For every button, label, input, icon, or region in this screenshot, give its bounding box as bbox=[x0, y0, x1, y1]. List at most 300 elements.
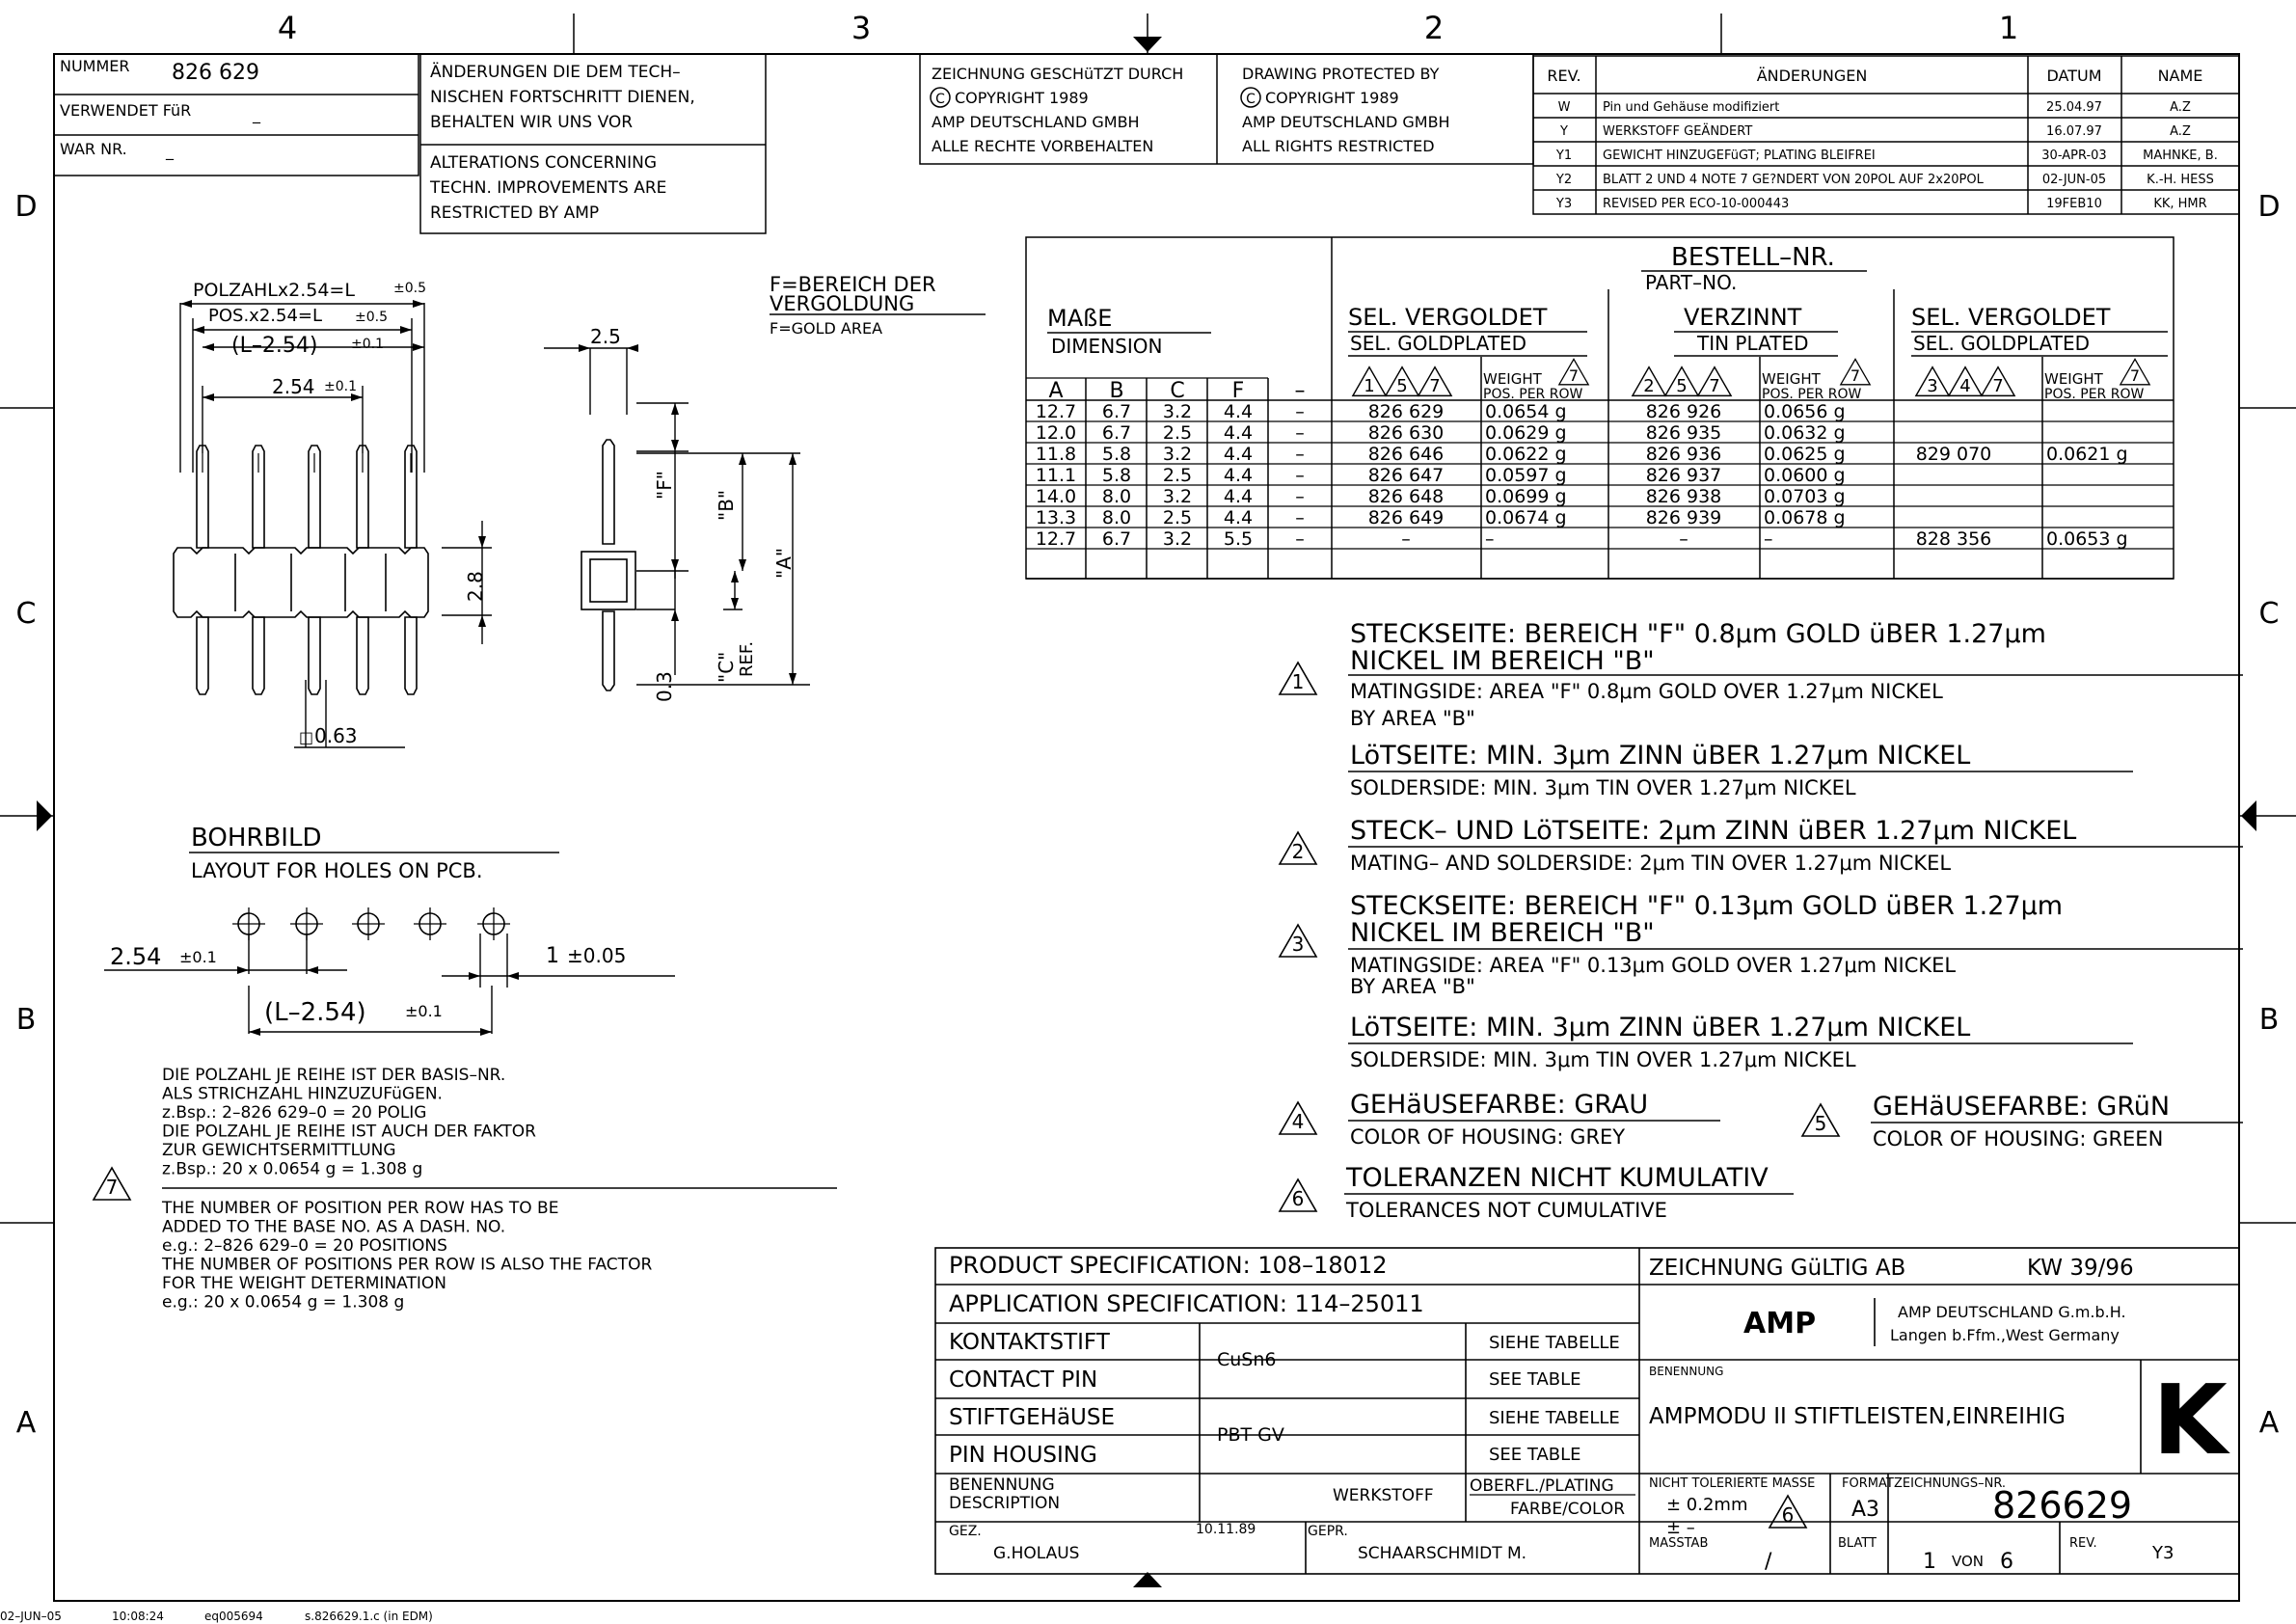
von-label: VON bbox=[1952, 1553, 1985, 1570]
front-pin bbox=[405, 446, 417, 694]
parts-cell: 12.7 bbox=[1035, 401, 1077, 422]
zone-row-A-left: A bbox=[15, 1406, 37, 1440]
gold-area-label-2: VERGOLDUNG bbox=[770, 292, 915, 315]
prot-en-4: ALL RIGHTS RESTRICTED bbox=[1242, 137, 1435, 155]
parts-cell: 4.4 bbox=[1223, 422, 1254, 444]
format-label: FORMAT bbox=[1842, 1476, 1894, 1491]
nicht-tol-label: NICHT TOLERIERTE MASSE bbox=[1649, 1476, 1816, 1491]
note2-en: MATING– AND SOLDERSIDE: 2μm TIN OVER 1.27μm NICKEL bbox=[1350, 852, 1952, 875]
parts-rows bbox=[1026, 401, 2174, 550]
rev-cell-name: MAHNKE, B. bbox=[2143, 149, 2218, 163]
farbe-label: FARBE/COLOR bbox=[1510, 1500, 1626, 1519]
left-note-marker: 7 bbox=[105, 1176, 119, 1199]
zone-row-B-right: B bbox=[2258, 1003, 2280, 1037]
rev-cell-change: GEWICHT HINZUGEFüGT; PLATING BLEIFREI bbox=[1603, 149, 1876, 163]
bohr-pitch-tol: ±0.1 bbox=[179, 948, 217, 966]
note3-marker: 3 bbox=[1291, 933, 1305, 956]
parts-cell: 4.4 bbox=[1223, 401, 1254, 422]
zone-row-B-left: B bbox=[15, 1003, 37, 1037]
group3-subtitle: SEL. GOLDPLATED bbox=[1913, 332, 2091, 355]
group2-title: VERZINNT bbox=[1684, 304, 1802, 331]
bohrbild-title: BOHRBILD bbox=[191, 824, 322, 853]
left-notes bbox=[94, 1066, 837, 1313]
svg-text:2: 2 bbox=[1643, 376, 1655, 396]
group2-markers bbox=[1633, 367, 1731, 396]
svg-text:4: 4 bbox=[1959, 376, 1971, 396]
note3-en-3: SOLDERSIDE: MIN. 3μm TIN OVER 1.27μm NICKEL bbox=[1350, 1048, 1856, 1071]
dim-2-8-label: 2.8 bbox=[464, 571, 487, 602]
svg-text:5: 5 bbox=[1676, 376, 1688, 396]
zone-col-2: 2 bbox=[1423, 10, 1445, 46]
bohrbild-section bbox=[104, 824, 675, 1036]
parts-cell: 826 926 bbox=[1645, 401, 1722, 422]
pitch-label: 2.54 bbox=[272, 375, 315, 398]
oberfl-label: OBERFL./PLATING bbox=[1470, 1476, 1614, 1496]
rev-cell-change: WERKSTOFF GEÄNDERT bbox=[1603, 124, 1753, 139]
prot-de-3: AMP DEUTSCHLAND GMBH bbox=[932, 113, 1140, 131]
note5-en: COLOR OF HOUSING: GREEN bbox=[1873, 1127, 2164, 1150]
note4-en: COLOR OF HOUSING: GREY bbox=[1350, 1125, 1626, 1149]
gez-value: G.HOLAUS bbox=[993, 1544, 1080, 1563]
polzahl-label: POLZAHLx2.54=L bbox=[193, 280, 355, 301]
svg-text:3: 3 bbox=[1927, 376, 1938, 396]
note-en-line: e.g.: 2–826 629–0 = 20 POSITIONS bbox=[162, 1236, 447, 1256]
note1-en-1: MATINGSIDE: AREA "F" 0.8μm GOLD OVER 1.27μm NICKEL bbox=[1350, 680, 1943, 703]
gold-area-label-1: F=BEREICH DER bbox=[770, 273, 936, 296]
see-table-1: SEE TABLE bbox=[1489, 1369, 1581, 1390]
parts-cell: 0.0674 g bbox=[1485, 507, 1567, 528]
parts-cell: – bbox=[1295, 401, 1305, 422]
polzahl-tol: ±0.5 bbox=[393, 281, 426, 296]
pos-per-row-1: POS. PER ROW bbox=[1483, 387, 1583, 402]
war-label: WAR NR. bbox=[60, 140, 127, 158]
alter-en-2: TECHN. IMPROVEMENTS ARE bbox=[430, 178, 667, 198]
pin-size-label: 0.63 bbox=[314, 724, 358, 747]
parts-cell: 0.0654 g bbox=[1485, 401, 1567, 422]
center-arrow-left bbox=[37, 800, 52, 831]
alter-de-1: ÄNDERUNGEN DIE DEM TECH– bbox=[430, 63, 681, 82]
note3-de-3: LöTSEITE: MIN. 3μm ZINN üBER 1.27μm NICKEL bbox=[1350, 1013, 1971, 1042]
center-arrow-top bbox=[1133, 37, 1162, 52]
zone-row-A-right: A bbox=[2258, 1406, 2280, 1440]
rev-cell-date: 02-JUN-05 bbox=[2041, 173, 2107, 187]
side-pin-outline bbox=[581, 440, 635, 690]
group3-markers bbox=[1916, 367, 2014, 396]
footer-file: s.826629.1.c (in EDM) bbox=[305, 1610, 433, 1623]
prot-en-2: COPYRIGHT 1989 bbox=[1265, 89, 1399, 107]
note-de-line: DIE POLZAHL JE REIHE IST AUCH DER FAKTOR bbox=[162, 1122, 536, 1142]
parts-cell: 826 936 bbox=[1645, 444, 1722, 465]
parts-cell: 11.8 bbox=[1035, 444, 1077, 465]
footer-date: 02–JUN–05 bbox=[0, 1610, 62, 1623]
col-header-F: F bbox=[1231, 379, 1245, 403]
war-value: _ bbox=[166, 142, 174, 160]
parts-cell: 0.0656 g bbox=[1764, 401, 1846, 422]
col-header-A: A bbox=[1048, 379, 1064, 403]
dim-2-5-label: 2.5 bbox=[590, 325, 621, 348]
parts-cell: 0.0653 g bbox=[2046, 528, 2128, 550]
copyright-notice bbox=[920, 54, 1533, 164]
rev-cell-date: 16.07.97 bbox=[2046, 124, 2102, 139]
zone-row-C-right: C bbox=[2258, 597, 2280, 631]
parts-cell: 0.0597 g bbox=[1485, 465, 1567, 486]
parts-cell: 2.5 bbox=[1162, 465, 1193, 486]
dim-B-label: "B" bbox=[715, 489, 738, 521]
pin-housing-label: PIN HOUSING bbox=[949, 1443, 1097, 1468]
rev-cell-rev: Y2 bbox=[1555, 173, 1573, 187]
parts-cell: 828 356 bbox=[1915, 528, 1992, 550]
col-header-C: C bbox=[1170, 379, 1185, 403]
parts-cell: 2.5 bbox=[1162, 507, 1193, 528]
rev-cell-date: 19FEB10 bbox=[2046, 197, 2102, 211]
parts-cell: 12.7 bbox=[1035, 528, 1077, 550]
ref-label: REF. bbox=[737, 640, 757, 677]
rev-cell-change: REVISED PER ECO-10-000443 bbox=[1603, 197, 1790, 211]
tol-value: ± 0.2mm bbox=[1666, 1495, 1748, 1515]
weight-header-2: WEIGHT bbox=[1762, 370, 1821, 388]
bohr-length: (L–2.54) bbox=[264, 998, 366, 1027]
rev-header-rev: REV. bbox=[1547, 67, 1581, 85]
copyright-c-de: C bbox=[935, 92, 945, 107]
material-cusn6: CuSn6 bbox=[1217, 1349, 1277, 1370]
side-dim-lines bbox=[544, 348, 810, 685]
parts-cell: 826 935 bbox=[1645, 422, 1722, 444]
parts-cell: 6.7 bbox=[1101, 401, 1132, 422]
prot-de-2: COPYRIGHT 1989 bbox=[955, 89, 1089, 107]
parts-cell: – bbox=[1401, 528, 1411, 550]
alter-en-1: ALTERATIONS CONCERNING bbox=[430, 153, 658, 173]
note6-de: TOLERANZEN NICHT KUMULATIV bbox=[1346, 1163, 1769, 1193]
bohr-hole: 1 bbox=[546, 944, 559, 968]
dim-0-3-label: 0.3 bbox=[653, 671, 676, 702]
parts-cell: 5.8 bbox=[1101, 465, 1132, 486]
parts-cell: – bbox=[1295, 528, 1305, 550]
format-value: A3 bbox=[1851, 1498, 1880, 1522]
rev-cell-change: Pin und Gehäuse modifiziert bbox=[1603, 100, 1780, 115]
amp-logo: AMP bbox=[1743, 1307, 1817, 1340]
centering-arrows bbox=[37, 37, 2256, 1587]
kontaktstift-label: KONTAKTSTIFT bbox=[949, 1330, 1110, 1355]
drawing-title: AMPMODU II STIFTLEISTEN,EINREIHIG bbox=[1649, 1404, 2066, 1429]
blatt-label: BLATT bbox=[1838, 1536, 1877, 1551]
zone-row-D-right: D bbox=[2257, 190, 2281, 224]
center-arrow-right bbox=[2241, 800, 2256, 831]
svg-text:1: 1 bbox=[1364, 376, 1375, 396]
benennung-label: BENENNUNG bbox=[949, 1475, 1055, 1495]
weight-marker-3: 7 bbox=[2129, 366, 2141, 385]
svg-text:5: 5 bbox=[1396, 376, 1408, 396]
note1-en-3: SOLDERSIDE: MIN. 3μm TIN OVER 1.27μm NICKEL bbox=[1350, 776, 1856, 799]
parts-cell: 0.0629 g bbox=[1485, 422, 1567, 444]
zeichnung-gueltig: ZEICHNUNG GüLTIG AB bbox=[1649, 1256, 1906, 1281]
note5-marker: 5 bbox=[1814, 1112, 1827, 1135]
rev-header-date: DATUM bbox=[2046, 67, 2102, 85]
verwendet-value: _ bbox=[253, 105, 260, 123]
rev-cell-change: BLATT 2 UND 4 NOTE 7 GE?NDERT VON 20POL AUF 2x20POL bbox=[1603, 173, 1984, 187]
weight-marker-2: 7 bbox=[1850, 366, 1861, 385]
parts-cell: 829 070 bbox=[1915, 444, 1992, 465]
front-pin bbox=[309, 446, 320, 694]
note-en-line: FOR THE WEIGHT DETERMINATION bbox=[162, 1274, 446, 1293]
weight-header-1: WEIGHT bbox=[1483, 370, 1542, 388]
parts-cell: 0.0699 g bbox=[1485, 486, 1567, 507]
parts-cell: 0.0622 g bbox=[1485, 444, 1567, 465]
parts-cell: 3.2 bbox=[1162, 401, 1193, 422]
parts-cell: – bbox=[1764, 528, 1773, 550]
parts-cell: 6.7 bbox=[1101, 528, 1132, 550]
parts-cell: 0.0621 g bbox=[2046, 444, 2128, 465]
company-line-1: AMP DEUTSCHLAND G.m.b.H. bbox=[1898, 1303, 2126, 1321]
note2-de: STECK– UND LöTSEITE: 2μm ZINN üBER 1.27μm NICKEL bbox=[1350, 816, 2077, 846]
parts-cell: 8.0 bbox=[1101, 507, 1132, 528]
zone-col-3: 3 bbox=[851, 10, 872, 46]
rev-cell-rev: Y3 bbox=[1555, 197, 1573, 211]
rev-cell-name: A.Z bbox=[2170, 100, 2191, 115]
parts-cell: 13.3 bbox=[1035, 507, 1077, 528]
weight-marker-1: 7 bbox=[1568, 366, 1580, 385]
front-pin bbox=[357, 446, 368, 694]
rev-cell-rev: W bbox=[1557, 100, 1571, 115]
benennung-title-label: BENENNUNG bbox=[1649, 1365, 1724, 1378]
siehe-tabelle-1: SIEHE TABELLE bbox=[1489, 1333, 1620, 1353]
front-view-drawing bbox=[174, 280, 492, 747]
masstab-value: / bbox=[1765, 1550, 1772, 1574]
note-de-line: ZUR GEWICHTSERMITTLUNG bbox=[162, 1141, 396, 1160]
front-arrowheads bbox=[180, 300, 486, 627]
material-pbt: PBT GV bbox=[1217, 1424, 1284, 1446]
note-de-line: ALS STRICHZAHL HINZUZUFüGEN. bbox=[162, 1084, 443, 1104]
parts-cell: 826 629 bbox=[1367, 401, 1445, 422]
side-view-drawing bbox=[544, 273, 986, 702]
plot-footer bbox=[0, 1610, 433, 1623]
col-header-B: B bbox=[1109, 379, 1124, 403]
note-en-line: ADDED TO THE BASE NO. AS A DASH. NO. bbox=[162, 1217, 506, 1237]
parts-cell: 826 630 bbox=[1367, 422, 1445, 444]
parts-cell: 5.8 bbox=[1101, 444, 1132, 465]
rev-cell-date: 25.04.97 bbox=[2046, 100, 2102, 115]
zone-row-C-left: C bbox=[15, 597, 37, 631]
alter-en-3: RESTRICTED BY AMP bbox=[430, 203, 600, 223]
parts-cell: 826 937 bbox=[1645, 465, 1722, 486]
square-symbol: □ bbox=[299, 728, 314, 746]
prot-de-1: ZEICHNUNG GESCHüTZT DURCH bbox=[932, 65, 1184, 83]
parts-cell: 826 647 bbox=[1367, 465, 1445, 486]
parts-cell: 0.0703 g bbox=[1764, 486, 1846, 507]
zone-col-4: 4 bbox=[277, 10, 298, 46]
note-de-line: z.Bsp.: 2–826 629–0 = 20 POLIG bbox=[162, 1103, 427, 1123]
bohr-hole-tol: ±0.05 bbox=[567, 944, 627, 967]
bestell-label: BESTELL–NR. bbox=[1671, 243, 1835, 272]
zeichnungs-nr-label: ZEICHNUNGS–NR. bbox=[1894, 1476, 2007, 1491]
parts-cell: 0.0600 g bbox=[1764, 465, 1846, 486]
blatt-num: 1 bbox=[1923, 1550, 1936, 1574]
masse-label: MAßE bbox=[1047, 305, 1113, 332]
parts-cell: 4.4 bbox=[1223, 486, 1254, 507]
prot-en-3: AMP DEUTSCHLAND GMBH bbox=[1242, 113, 1450, 131]
zone-col-1: 1 bbox=[1998, 10, 2019, 46]
gepr-label: GEPR. bbox=[1308, 1524, 1348, 1539]
dim-F-label: "F" bbox=[653, 471, 676, 500]
parts-cell: – bbox=[1295, 444, 1305, 465]
l-minus-tol: ±0.1 bbox=[351, 337, 384, 352]
svg-text:7: 7 bbox=[1992, 376, 2004, 396]
masstab-label: MASSTAB bbox=[1649, 1536, 1709, 1551]
rev-value: Y3 bbox=[2152, 1543, 2174, 1563]
parts-cell: 12.0 bbox=[1035, 422, 1077, 444]
contact-pin-label: CONTACT PIN bbox=[949, 1367, 1098, 1393]
col-header-dash: – bbox=[1294, 379, 1306, 403]
gold-area-label-3: F=GOLD AREA bbox=[770, 319, 883, 338]
prot-en-1: DRAWING PROTECTED BY bbox=[1242, 65, 1440, 83]
parts-cell: – bbox=[1679, 528, 1688, 550]
werkstoff-label: WERKSTOFF bbox=[1333, 1486, 1434, 1505]
rev-cell-rev: Y1 bbox=[1555, 149, 1573, 163]
front-dim-lines bbox=[180, 303, 492, 747]
weight-headers bbox=[1483, 359, 2149, 402]
parts-cell: – bbox=[1295, 486, 1305, 507]
note1-de-3: LöTSEITE: MIN. 3μm ZINN üBER 1.27μm NICKEL bbox=[1350, 741, 1971, 771]
pos-per-row-2: POS. PER ROW bbox=[1762, 387, 1862, 402]
rev-cell-date: 30-APR-03 bbox=[2041, 149, 2107, 163]
note3-en-2: BY AREA "B" bbox=[1350, 975, 1475, 998]
kw-value: KW 39/96 bbox=[2027, 1256, 2134, 1281]
note2-marker: 2 bbox=[1291, 840, 1305, 863]
pos-per-row-3: POS. PER ROW bbox=[2044, 387, 2145, 402]
rev-header-name: NAME bbox=[2157, 67, 2203, 85]
rev-header-changes: ÄNDERUNGEN bbox=[1756, 67, 1868, 85]
pos-label: POS.x2.54=L bbox=[208, 306, 323, 326]
parts-cell: 3.2 bbox=[1162, 528, 1193, 550]
dimension-label: DIMENSION bbox=[1051, 335, 1163, 358]
parts-cell: – bbox=[1295, 422, 1305, 444]
product-spec: PRODUCT SPECIFICATION: 108–18012 bbox=[949, 1252, 1388, 1279]
parts-cell: 14.0 bbox=[1035, 486, 1077, 507]
description-label: DESCRIPTION bbox=[949, 1494, 1061, 1513]
copyright-c-en: C bbox=[1246, 92, 1256, 107]
note-en-line: THE NUMBER OF POSITION PER ROW HAS TO BE bbox=[162, 1199, 559, 1218]
note5-de: GEHäUSEFARBE: GRüN bbox=[1873, 1092, 2171, 1122]
note3-en-1: MATINGSIDE: AREA "F" 0.13μm GOLD OVER 1.27μm NICKEL bbox=[1350, 954, 1957, 977]
parts-table bbox=[1026, 237, 2174, 579]
housing-outline bbox=[174, 548, 428, 617]
pos-tol: ±0.5 bbox=[355, 310, 388, 325]
note4-marker: 4 bbox=[1291, 1110, 1305, 1133]
note4-de: GEHäUSEFARBE: GRAU bbox=[1350, 1090, 1649, 1120]
rev-cell-name: A.Z bbox=[2170, 124, 2191, 139]
group1-title: SEL. VERGOLDET bbox=[1348, 304, 1548, 331]
note3-de-2: NICKEL IM BEREICH "B" bbox=[1350, 918, 1655, 948]
parts-cell: 8.0 bbox=[1101, 486, 1132, 507]
parts-cell: – bbox=[1485, 528, 1495, 550]
note6-en: TOLERANCES NOT CUMULATIVE bbox=[1346, 1199, 1667, 1222]
footer-user: eq005694 bbox=[204, 1610, 263, 1623]
bohr-length-tol: ±0.1 bbox=[405, 1002, 443, 1020]
parts-cell: 5.5 bbox=[1223, 528, 1254, 550]
parts-cell: 3.2 bbox=[1162, 444, 1193, 465]
note6-marker: 6 bbox=[1291, 1187, 1305, 1210]
gez-label: GEZ. bbox=[949, 1524, 982, 1539]
company-line-2: Langen b.Ffm.,West Germany bbox=[1890, 1326, 2120, 1344]
pcb-hole bbox=[352, 907, 385, 940]
parts-cell: 826 649 bbox=[1367, 507, 1445, 528]
rev-cell-name: K.-H. HESS bbox=[2147, 173, 2214, 187]
parts-cell: 826 938 bbox=[1645, 486, 1722, 507]
parts-cell: 4.4 bbox=[1223, 444, 1254, 465]
note1-de-1: STECKSEITE: BEREICH "F" 0.8μm GOLD üBER 1.27μm bbox=[1350, 619, 2046, 649]
siehe-tabelle-2: SIEHE TABELLE bbox=[1489, 1408, 1620, 1428]
front-pin bbox=[253, 446, 264, 694]
parts-cell: 826 939 bbox=[1645, 507, 1722, 528]
nummer-value: 826 629 bbox=[172, 61, 259, 85]
parts-cell: 2.5 bbox=[1162, 422, 1193, 444]
note-en-line: e.g.: 20 x 0.0654 g = 1.308 g bbox=[162, 1292, 405, 1313]
note1-marker: 1 bbox=[1291, 670, 1305, 693]
parts-cell: 4.4 bbox=[1223, 465, 1254, 486]
dim-C-label: "C" bbox=[715, 651, 738, 683]
parts-cell: 6.7 bbox=[1101, 422, 1132, 444]
partno-label: PART–NO. bbox=[1645, 271, 1738, 294]
parts-cell: 826 646 bbox=[1367, 444, 1445, 465]
alter-de-2: NISCHEN FORTSCHRITT DIENEN, bbox=[430, 88, 695, 107]
prot-de-4: ALLE RECHTE VORBEHALTEN bbox=[932, 137, 1154, 155]
revision-table bbox=[1533, 56, 2239, 214]
zeichnungs-nr: 826629 bbox=[1992, 1484, 2133, 1527]
l-minus-label: (L–2.54) bbox=[231, 334, 318, 358]
note-en-line: THE NUMBER OF POSITIONS PER ROW IS ALSO THE FACTOR bbox=[162, 1255, 653, 1275]
application-spec: APPLICATION SPECIFICATION: 114–25011 bbox=[949, 1290, 1424, 1317]
pitch-tol: ±0.1 bbox=[324, 379, 357, 394]
parts-cell: 826 648 bbox=[1367, 486, 1445, 507]
front-pins bbox=[197, 446, 417, 694]
dim-A-label: "A" bbox=[772, 547, 796, 579]
group1-subtitle: SEL. GOLDPLATED bbox=[1350, 332, 1527, 355]
plating-notes bbox=[1280, 619, 2243, 1222]
note1-de-2: NICKEL IM BEREICH "B" bbox=[1350, 646, 1655, 676]
weight-header-3: WEIGHT bbox=[2044, 370, 2103, 388]
pcb-holes bbox=[232, 907, 510, 940]
footer-time: 10:08:24 bbox=[112, 1610, 164, 1623]
notes-de bbox=[162, 1066, 536, 1179]
parts-cell: 11.1 bbox=[1035, 465, 1077, 486]
alter-de-3: BEHALTEN WIR UNS VOR bbox=[430, 113, 634, 132]
sheet-letter: K bbox=[2152, 1364, 2228, 1476]
group3-title: SEL. VERGOLDET bbox=[1911, 304, 2111, 331]
rev-label: REV. bbox=[2069, 1536, 2097, 1551]
pcb-hole bbox=[414, 907, 446, 940]
group1-markers bbox=[1353, 367, 1451, 396]
note-de-line: z.Bsp.: 20 x 0.0654 g = 1.308 g bbox=[162, 1159, 423, 1179]
bohrbild-subtitle: LAYOUT FOR HOLES ON PCB. bbox=[191, 859, 483, 882]
zone-row-D-left: D bbox=[14, 190, 38, 224]
side-arrowheads bbox=[579, 344, 797, 685]
parts-cell: 3.2 bbox=[1162, 486, 1193, 507]
stiftgehaeuse-label: STIFTGEHäUSE bbox=[949, 1405, 1116, 1430]
gez-date: 10.11.89 bbox=[1196, 1522, 1256, 1537]
parts-cell: 4.4 bbox=[1223, 507, 1254, 528]
svg-text:7: 7 bbox=[1429, 376, 1441, 396]
bohr-pitch: 2.54 bbox=[110, 943, 162, 970]
pcb-hole bbox=[477, 907, 510, 940]
notes-en bbox=[161, 1199, 652, 1313]
see-table-2: SEE TABLE bbox=[1489, 1445, 1581, 1465]
parts-cell: 0.0678 g bbox=[1764, 507, 1846, 528]
alterations-notice bbox=[420, 54, 766, 233]
gepr-value: SCHAARSCHMIDT M. bbox=[1358, 1544, 1527, 1563]
front-pin bbox=[197, 446, 208, 694]
parts-cell: – bbox=[1295, 507, 1305, 528]
verwendet-label: VERWENDET FüR bbox=[60, 101, 192, 120]
parts-cell: 0.0625 g bbox=[1764, 444, 1846, 465]
